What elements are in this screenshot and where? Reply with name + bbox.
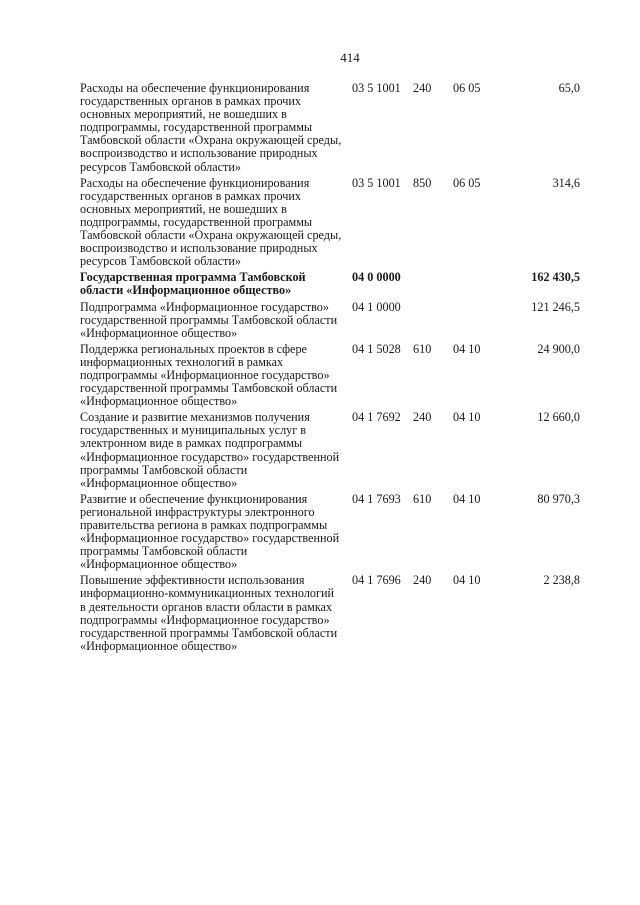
row-name: Государственная программа Тамбовской области «Информационное общество»: [80, 270, 306, 298]
page-number: 414: [340, 50, 360, 65]
table-row: [80, 343, 580, 408]
row-section: 04 10: [453, 341, 481, 356]
row-amount: 65,0: [558, 81, 580, 95]
row-name: Повышение эффективности использования информационно-коммуникационных технологий в деятельности органов власти области в рамках подпрограммы «Информационное государство» государственной программы Тамбовской области «Информационное общество»: [80, 573, 338, 653]
row-target-article: 03 5 1001: [352, 175, 401, 190]
table-row: [80, 411, 580, 490]
row-expense-type: 240: [413, 81, 432, 95]
row-expense-type: 240: [413, 410, 432, 425]
table-row: [80, 493, 580, 572]
table-row: [80, 177, 580, 269]
row-name: Расходы на обеспечение функционирования государственных органов в рамках прочих основных мероприятий, не вошедших в подпрограммы, государственной программы Тамбовской области «Охрана окружающей среды, воспроизводство и использование природных ресурсов Тамбовской области»: [80, 175, 342, 269]
row-amount: 12 660,0: [537, 410, 580, 425]
row-target-article: 04 1 7696: [352, 573, 401, 588]
row-amount: 80 970,3: [537, 491, 580, 506]
row-target-article: 04 1 0000: [352, 299, 401, 314]
row-name: Подпрограмма «Информационное государство» государственной программы Тамбовской области «Информационное общество»: [80, 299, 338, 340]
row-section: 06 05: [453, 175, 481, 190]
row-expense-type: 240: [413, 573, 432, 588]
row-name: Развитие и обеспечение функционирования региональной инфраструктуры электронного правительства региона в рамках подпрограммы «Информационное государство» государственной программы Тамбовской области «Информационное общество»: [80, 491, 340, 572]
table-row-program: [80, 271, 580, 297]
table-row: [80, 574, 580, 653]
row-target-article: 04 1 7692: [352, 410, 401, 425]
row-expense-type: 610: [413, 341, 432, 356]
row-expense-type: 850: [413, 175, 432, 190]
row-section: 04 10: [453, 410, 481, 425]
row-amount: 314,6: [552, 175, 580, 190]
row-section: 04 10: [453, 491, 481, 506]
row-expense-type: 610: [413, 491, 432, 506]
row-name: Создание и развитие механизмов получения государственных и муниципальных услуг в электронном виде в рамках подпрограммы «Информационное государство» государственной программы Тамбовской области «Информационное общество»: [80, 410, 340, 490]
row-section: 06 05: [453, 81, 481, 95]
row-section: 04 10: [453, 573, 481, 588]
row-target-article: 04 0 0000: [352, 270, 401, 285]
row-target-article: 04 1 5028: [352, 341, 401, 356]
table-row: [80, 82, 580, 174]
row-amount: 24 900,0: [537, 341, 580, 356]
row-target-article: 04 1 7693: [352, 491, 401, 506]
row-name: Поддержка региональных проектов в сфере информационных технологий в рамках подпрограммы «Информационное государство» государственной программы Тамбовской области «Информационное общество»: [80, 341, 338, 409]
budget-table: [80, 82, 580, 656]
row-name: Расходы на обеспечение функционирования государственных органов в рамках прочих основных мероприятий, не вошедших в подпрограммы, государственной программы Тамбовской области «Охрана окружающей среды, воспроизводство и использование природных ресурсов Тамбовской области»: [80, 81, 342, 174]
row-amount: 2 238,8: [543, 573, 580, 588]
row-amount: 162 430,5: [531, 270, 580, 285]
row-amount: 121 246,5: [531, 299, 580, 314]
table-row-subprogram: [80, 301, 580, 340]
row-target-article: 03 5 1001: [352, 81, 401, 95]
